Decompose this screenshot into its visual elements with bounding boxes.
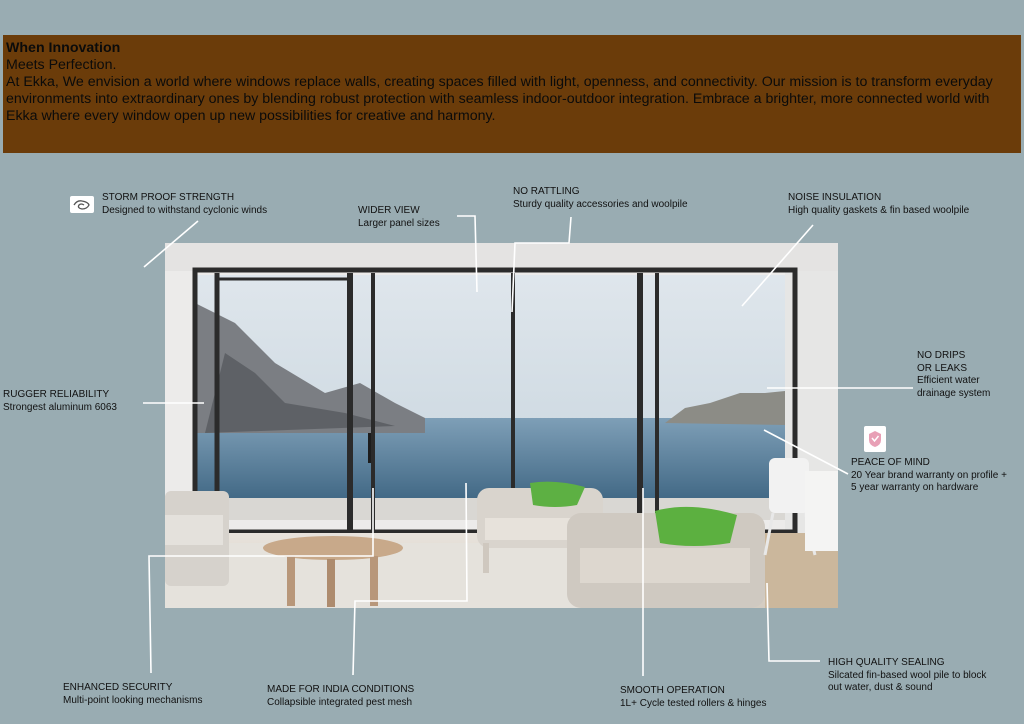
sliding-window-photo bbox=[165, 243, 838, 608]
noise-detail: High quality gaskets & fin based woolpile bbox=[788, 204, 970, 216]
india-heading: MADE FOR INDIA CONDITIONS bbox=[267, 684, 415, 695]
smooth-detail: 1L+ Cycle tested rollers & hinges bbox=[620, 697, 767, 709]
banner-body: At Ekka, We envision a world where windows replace walls, creating spaces filled with light, openness, and connectivity. Our mission is to transform everyday environments into extraordinary ones by blending robust protection with seamless indoor-outdoor integration. Embrace a brighter, more connected world with Ekka where every window open up new possibilities for creative and harmony. bbox=[6, 74, 993, 124]
security-heading: ENHANCED SECURITY bbox=[63, 682, 173, 693]
callout-noise-insulation bbox=[788, 192, 969, 217]
security-detail: Multi-point looking mechanisms bbox=[63, 694, 203, 706]
callout-no-rattling bbox=[513, 186, 688, 211]
smooth-heading: SMOOTH OPERATION bbox=[620, 685, 725, 696]
wider-view-detail: Larger panel sizes bbox=[358, 217, 440, 229]
rugger-heading: RUGGER RELIABILITY bbox=[3, 389, 110, 400]
sealing-detail-2: out water, dust & sound bbox=[828, 682, 933, 693]
no-rattling-detail: Sturdy quality accessories and woolpile bbox=[513, 198, 688, 210]
no-rattling-heading: NO RATTLING bbox=[513, 186, 580, 197]
callout-smooth-operation bbox=[620, 685, 766, 710]
callout-enhanced-security bbox=[63, 682, 203, 707]
intro-banner bbox=[3, 35, 1021, 153]
no-drips-detail-1: Efficient water bbox=[917, 375, 980, 386]
callout-made-for-india bbox=[267, 684, 414, 709]
india-detail: Collapsible integrated pest mesh bbox=[267, 696, 413, 708]
storm-detail: Designed to withstand cyclonic winds bbox=[102, 204, 268, 216]
callout-storm-proof bbox=[102, 192, 267, 217]
peace-heading: PEACE OF MIND bbox=[851, 457, 930, 468]
peace-detail-2: 5 year warranty on hardware bbox=[851, 482, 979, 493]
peace-detail-1: 20 Year brand warranty on profile + bbox=[851, 469, 1007, 481]
no-drips-heading-1: NO DRIPS bbox=[917, 350, 966, 361]
no-drips-heading-2: OR LEAKS bbox=[917, 362, 968, 374]
warranty-badge-icon bbox=[864, 426, 886, 452]
sealing-heading: HIGH QUALITY SEALING bbox=[828, 657, 945, 668]
storm-heading: STORM PROOF STRENGTH bbox=[102, 192, 235, 203]
rugger-detail: Strongest aluminum 6063 bbox=[3, 401, 117, 413]
callout-no-drips bbox=[917, 350, 990, 400]
cyclone-icon bbox=[70, 196, 94, 213]
callout-rugger-reliability bbox=[3, 389, 117, 414]
callout-wider-view bbox=[358, 205, 440, 230]
noise-heading: NOISE INSULATION bbox=[788, 192, 882, 203]
wider-view-heading: WIDER VIEW bbox=[358, 205, 420, 216]
banner-title: When Innovation bbox=[6, 40, 121, 56]
callout-high-quality-sealing bbox=[828, 657, 986, 695]
callout-peace-of-mind bbox=[851, 457, 1007, 495]
sealing-detail-1: Silcated fin-based wool pile to block bbox=[828, 669, 987, 681]
banner-subtitle: Meets Perfection. bbox=[6, 57, 117, 73]
no-drips-detail-2: drainage system bbox=[917, 387, 991, 399]
